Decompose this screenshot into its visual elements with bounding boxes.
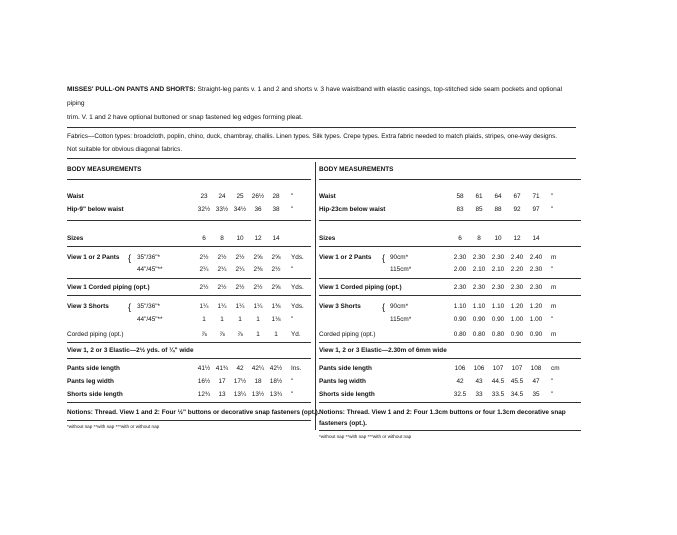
hip-label: Hip-9" below waist xyxy=(67,206,124,213)
size-value: 2.30 xyxy=(453,254,467,261)
pants-leg-row xyxy=(319,377,581,387)
row-rule xyxy=(67,278,311,279)
size-value: 42½ xyxy=(269,365,283,372)
size-value: 2.30 xyxy=(472,254,486,261)
header-label: BODY MEASUREMENTS xyxy=(67,166,142,173)
size-value: 43 xyxy=(475,378,483,385)
body-measurements-header xyxy=(319,165,581,175)
row-rule xyxy=(67,420,311,421)
view12-pants-label: View 1 or 2 Pants xyxy=(319,254,372,261)
row-rule xyxy=(319,430,581,431)
size-value: 2½ xyxy=(253,284,263,291)
view12-pants-row-2 xyxy=(67,265,311,275)
unit: Yd. xyxy=(291,331,301,338)
unit: Yds. xyxy=(291,284,304,291)
unit: m xyxy=(551,331,557,338)
size-value: 41¾ xyxy=(215,365,229,372)
view1-piping-label: View 1 Corded piping (opt.) xyxy=(319,284,402,291)
size-value: 47 xyxy=(532,378,540,385)
fabric-width: 90cm* xyxy=(390,254,409,261)
size-value: 13½ xyxy=(251,391,265,398)
size-value: 34.5 xyxy=(510,391,524,398)
pants-leg-row xyxy=(67,377,311,387)
size-value: 38 xyxy=(272,206,280,213)
fabric-width: 115cm* xyxy=(390,316,412,323)
size-value: 1.10 xyxy=(453,303,467,310)
divider xyxy=(67,158,576,159)
size-value: 1⅛ xyxy=(271,316,281,323)
row-rule xyxy=(67,342,311,343)
size-value: 13¾ xyxy=(269,391,283,398)
size-value: 2¼ xyxy=(199,266,209,273)
elastic-row xyxy=(319,346,581,356)
waist-label: Waist xyxy=(67,193,84,200)
view3-shorts-row-2 xyxy=(319,315,581,325)
size-value: 2½ xyxy=(235,284,245,291)
row-rule xyxy=(319,295,581,296)
size-value: ⅞ xyxy=(219,331,225,338)
unit: " xyxy=(291,266,294,273)
unit: " xyxy=(551,193,554,200)
size-value: 28 xyxy=(272,193,280,200)
unit: " xyxy=(551,206,554,213)
fabric-width: 115cm* xyxy=(390,266,412,273)
shorts-side-row xyxy=(319,390,581,400)
waist-row xyxy=(67,192,311,202)
row-rule xyxy=(319,278,581,279)
unit: " xyxy=(291,316,294,323)
size-value: 1¼ xyxy=(199,303,209,310)
size-value: 1⅜ xyxy=(271,303,281,310)
unit: m xyxy=(551,284,557,291)
column-divider xyxy=(315,162,316,430)
size-value: 2⅝ xyxy=(271,254,281,261)
unit: cm xyxy=(551,365,560,372)
size-value: 8 xyxy=(477,235,481,242)
size-value: 1.20 xyxy=(529,303,543,310)
size-value: 1¼ xyxy=(235,303,245,310)
unit: " xyxy=(551,266,554,273)
size-value: 2.10 xyxy=(491,266,505,273)
size-value: 2½ xyxy=(271,266,281,273)
fabrics-line-1: Fabrics—Cotton types: broadcloth, poplin, chino, duck, chambray, challis. Linen types. Silk types. Crepe types. Extra fabric needed to match plaids, stripes, one-way designs. xyxy=(67,133,558,140)
hip-label: Hip-23cm below waist xyxy=(319,206,386,213)
size-value: 0.90 xyxy=(510,331,524,338)
row-rule xyxy=(319,179,581,180)
fabric-width: 44"/45"** xyxy=(137,266,163,273)
size-value: ⅞ xyxy=(237,331,243,338)
header-label: BODY MEASUREMENTS xyxy=(319,166,394,173)
corded-piping-label: Corded piping (opt.) xyxy=(67,331,124,338)
size-value: 2¼ xyxy=(235,266,245,273)
pants-side-row xyxy=(67,364,311,374)
notions-row xyxy=(67,408,320,418)
size-value: 17½ xyxy=(233,378,247,385)
size-value: 14 xyxy=(532,235,540,242)
view12-pants-label: View 1 or 2 Pants xyxy=(67,254,120,261)
pants-side-label: Pants side length xyxy=(319,365,372,372)
size-value: 42 xyxy=(456,378,464,385)
row-rule xyxy=(67,179,311,180)
size-value: 34½ xyxy=(233,206,247,213)
nap-footnote: *without nap **with nap ***with or without nap xyxy=(67,424,160,429)
size-value: 12 xyxy=(254,235,262,242)
size-value: 0.90 xyxy=(472,316,486,323)
size-value: 0.90 xyxy=(491,316,505,323)
elastic-label: View 1, 2 or 3 Elastic—2½ yds. of ¼" wide xyxy=(67,347,194,354)
description-title: MISSES' PULL-ON PANTS AND SHORTS: xyxy=(67,86,196,93)
size-value: 12 xyxy=(513,235,521,242)
size-value: 2.30 xyxy=(529,266,543,273)
view12-pants-row-1 xyxy=(67,253,311,263)
view3-shorts-row-1 xyxy=(67,302,311,312)
size-value: 18½ xyxy=(269,378,283,385)
shorts-side-row xyxy=(67,390,311,400)
shorts-side-label: Shorts side length xyxy=(319,391,375,398)
size-value: 16½ xyxy=(197,378,211,385)
size-value: 64 xyxy=(494,193,502,200)
size-value: 2¼ xyxy=(217,266,227,273)
size-value: 33 xyxy=(475,391,483,398)
description xyxy=(67,83,576,125)
size-value: 6 xyxy=(458,235,462,242)
size-value: 67 xyxy=(513,193,521,200)
sizes-label: Sizes xyxy=(319,235,336,242)
size-value: 10 xyxy=(236,235,244,242)
size-value: 24 xyxy=(218,193,226,200)
size-value: 2.20 xyxy=(510,266,524,273)
size-value: 1.20 xyxy=(510,303,524,310)
size-value: 2½ xyxy=(235,254,245,261)
row-rule xyxy=(67,402,311,403)
size-value: 1.10 xyxy=(472,303,486,310)
size-value: 35 xyxy=(532,391,540,398)
size-value: 106 xyxy=(454,365,466,372)
row-rule xyxy=(67,220,311,221)
unit: " xyxy=(551,316,554,323)
sizes-row xyxy=(67,234,311,244)
view3-shorts-label: View 3 Shorts xyxy=(67,303,109,310)
unit: Ins. xyxy=(291,365,302,372)
sizes-row xyxy=(319,234,581,244)
size-value: 1 xyxy=(238,316,242,323)
measurement-tables xyxy=(67,162,576,447)
view3-shorts-row-1 xyxy=(319,302,581,312)
row-rule xyxy=(67,358,311,359)
size-value: 92 xyxy=(513,206,521,213)
size-value: 2.10 xyxy=(472,266,486,273)
row-rule xyxy=(319,402,581,403)
brace-icon: { xyxy=(128,253,132,263)
divider xyxy=(67,127,576,128)
notions-label: Notions: Thread. View 1 and 2: Four ½" buttons or decorative snap fasteners (opt.). xyxy=(67,409,320,416)
size-value: 83 xyxy=(456,206,464,213)
size-value: 42¼ xyxy=(251,365,265,372)
unit: " xyxy=(291,391,294,398)
pants-leg-label: Pants leg width xyxy=(67,378,114,385)
fabric-width: 44"/45"** xyxy=(137,316,163,323)
size-value: 0.90 xyxy=(529,331,543,338)
size-value: 1.00 xyxy=(510,316,524,323)
unit: " xyxy=(291,193,294,200)
fabric-width: 35"/36"* xyxy=(137,254,161,261)
size-value: 6 xyxy=(202,235,206,242)
size-value: 61 xyxy=(475,193,483,200)
size-value: 44.5 xyxy=(491,378,505,385)
body-measurements-header xyxy=(67,165,311,175)
size-value: 32.5 xyxy=(453,391,467,398)
size-value: 106 xyxy=(473,365,485,372)
size-value: 2½ xyxy=(217,284,227,291)
size-value: 13 xyxy=(218,391,226,398)
size-value: 18 xyxy=(254,378,262,385)
notions-row-1 xyxy=(319,408,581,418)
fabrics-line-2: Not suitable for obvious diagonal fabrics. xyxy=(67,146,183,153)
nap-footnote: *without nap **with nap ***with or without nap xyxy=(319,434,412,439)
size-value: 12¾ xyxy=(197,391,211,398)
size-value: 41½ xyxy=(197,365,211,372)
unit: " xyxy=(291,206,294,213)
fabric-width: 90cm* xyxy=(390,303,409,310)
size-value: 85 xyxy=(475,206,483,213)
elastic-row xyxy=(67,346,311,356)
brace-icon: { xyxy=(382,302,386,312)
corded-piping-label: Corded piping (opt.) xyxy=(319,331,376,338)
corded-piping-row xyxy=(67,330,311,340)
row-rule xyxy=(319,342,581,343)
view1-piping-label: View 1 Corded piping (opt.) xyxy=(67,284,150,291)
size-value: 1 xyxy=(256,331,260,338)
unit: " xyxy=(551,378,554,385)
size-value: 2.30 xyxy=(453,284,467,291)
pants-side-label: Pants side length xyxy=(67,365,120,372)
unit: " xyxy=(551,391,554,398)
size-value: 88 xyxy=(494,206,502,213)
size-value: 58 xyxy=(456,193,464,200)
shorts-side-label: Shorts side length xyxy=(67,391,123,398)
size-value: 33.5 xyxy=(491,391,505,398)
view3-shorts-row-2 xyxy=(67,315,311,325)
size-value: 2⅜ xyxy=(253,266,263,273)
size-value: 17 xyxy=(218,378,226,385)
description-text-2: trim. V. 1 and 2 have optional buttoned or snap fastened leg edges forming pleat. xyxy=(67,114,303,121)
size-value: ⅞ xyxy=(201,331,207,338)
size-value: 2.30 xyxy=(529,284,543,291)
size-value: 1 xyxy=(274,331,278,338)
size-value: 107 xyxy=(511,365,523,372)
size-value: 1¼ xyxy=(253,303,263,310)
size-value: 1¼ xyxy=(217,303,227,310)
size-value: 14 xyxy=(272,235,280,242)
size-value: 1.10 xyxy=(491,303,505,310)
elastic-label: View 1, 2 or 3 Elastic—2.30m of 6mm wide xyxy=(319,347,447,354)
size-value: 13¼ xyxy=(233,391,247,398)
pants-leg-label: Pants leg width xyxy=(319,378,366,385)
view12-pants-row-1 xyxy=(319,253,581,263)
view3-shorts-label: View 3 Shorts xyxy=(319,303,361,310)
size-value: 2.30 xyxy=(491,284,505,291)
size-value: 2½ xyxy=(199,254,209,261)
size-value: 45.5 xyxy=(510,378,524,385)
size-value: 2.30 xyxy=(510,284,524,291)
pattern-envelope-back xyxy=(67,83,576,447)
size-value: 10 xyxy=(494,235,502,242)
brace-icon: { xyxy=(382,253,386,263)
size-value: 2⅝ xyxy=(271,284,281,291)
pants-side-row xyxy=(319,364,581,374)
size-value: 42 xyxy=(236,365,244,372)
size-value: 2⅝ xyxy=(253,254,263,261)
waist-row xyxy=(319,192,581,202)
size-value: 33½ xyxy=(215,206,229,213)
size-value: 8 xyxy=(220,235,224,242)
size-value: 1 xyxy=(256,316,260,323)
fabrics-section xyxy=(67,130,576,156)
unit: Yds. xyxy=(291,254,304,261)
size-value: 2.40 xyxy=(529,254,543,261)
size-value: 32½ xyxy=(197,206,211,213)
size-value: 107 xyxy=(492,365,504,372)
hip-row xyxy=(67,205,311,215)
row-rule xyxy=(319,358,581,359)
size-value: 2.40 xyxy=(510,254,524,261)
description-text-1: Straight-leg pants v. 1 and 2 and shorts v. 3 have waistband with elastic casings, top-stitched side seam pockets and optional piping xyxy=(67,86,562,107)
hip-row xyxy=(319,205,581,215)
unit: m xyxy=(551,303,557,310)
waist-label: Waist xyxy=(319,193,336,200)
row-rule xyxy=(319,220,581,221)
size-value: 2½ xyxy=(199,284,209,291)
size-value: 0.80 xyxy=(472,331,486,338)
size-value: 97 xyxy=(532,206,540,213)
view1-piping-row xyxy=(67,283,311,293)
view1-piping-row xyxy=(319,283,581,293)
view12-pants-row-2 xyxy=(319,265,581,275)
size-value: 2½ xyxy=(217,254,227,261)
size-value: 1.00 xyxy=(529,316,543,323)
brace-icon: { xyxy=(128,302,132,312)
size-value: 71 xyxy=(532,193,540,200)
size-value: 0.80 xyxy=(491,331,505,338)
size-value: 0.80 xyxy=(453,331,467,338)
size-value: 23 xyxy=(200,193,208,200)
notions-label: fasteners (opt.). xyxy=(319,420,367,427)
size-value: 0.90 xyxy=(453,316,467,323)
size-value: 26½ xyxy=(251,193,265,200)
size-value: 36 xyxy=(254,206,262,213)
sizes-label: Sizes xyxy=(67,235,84,242)
unit: Yds. xyxy=(291,303,304,310)
fabric-width: 35"/36"* xyxy=(137,303,161,310)
unit: m xyxy=(551,254,557,261)
size-value: 1 xyxy=(220,316,224,323)
corded-piping-row xyxy=(319,330,581,340)
row-rule xyxy=(67,246,311,247)
size-value: 2.30 xyxy=(491,254,505,261)
unit: " xyxy=(291,378,294,385)
row-rule xyxy=(67,295,311,296)
size-value: 108 xyxy=(530,365,542,372)
row-rule xyxy=(319,246,581,247)
notions-label: Notions: Thread. View 1 and 2: Four 1.3cm buttons or four 1.3cm decorative snap xyxy=(319,409,566,416)
notions-row-2 xyxy=(319,419,581,429)
size-value: 2.00 xyxy=(453,266,467,273)
size-value: 25 xyxy=(236,193,244,200)
size-value: 1 xyxy=(202,316,206,323)
size-value: 2.30 xyxy=(472,284,486,291)
